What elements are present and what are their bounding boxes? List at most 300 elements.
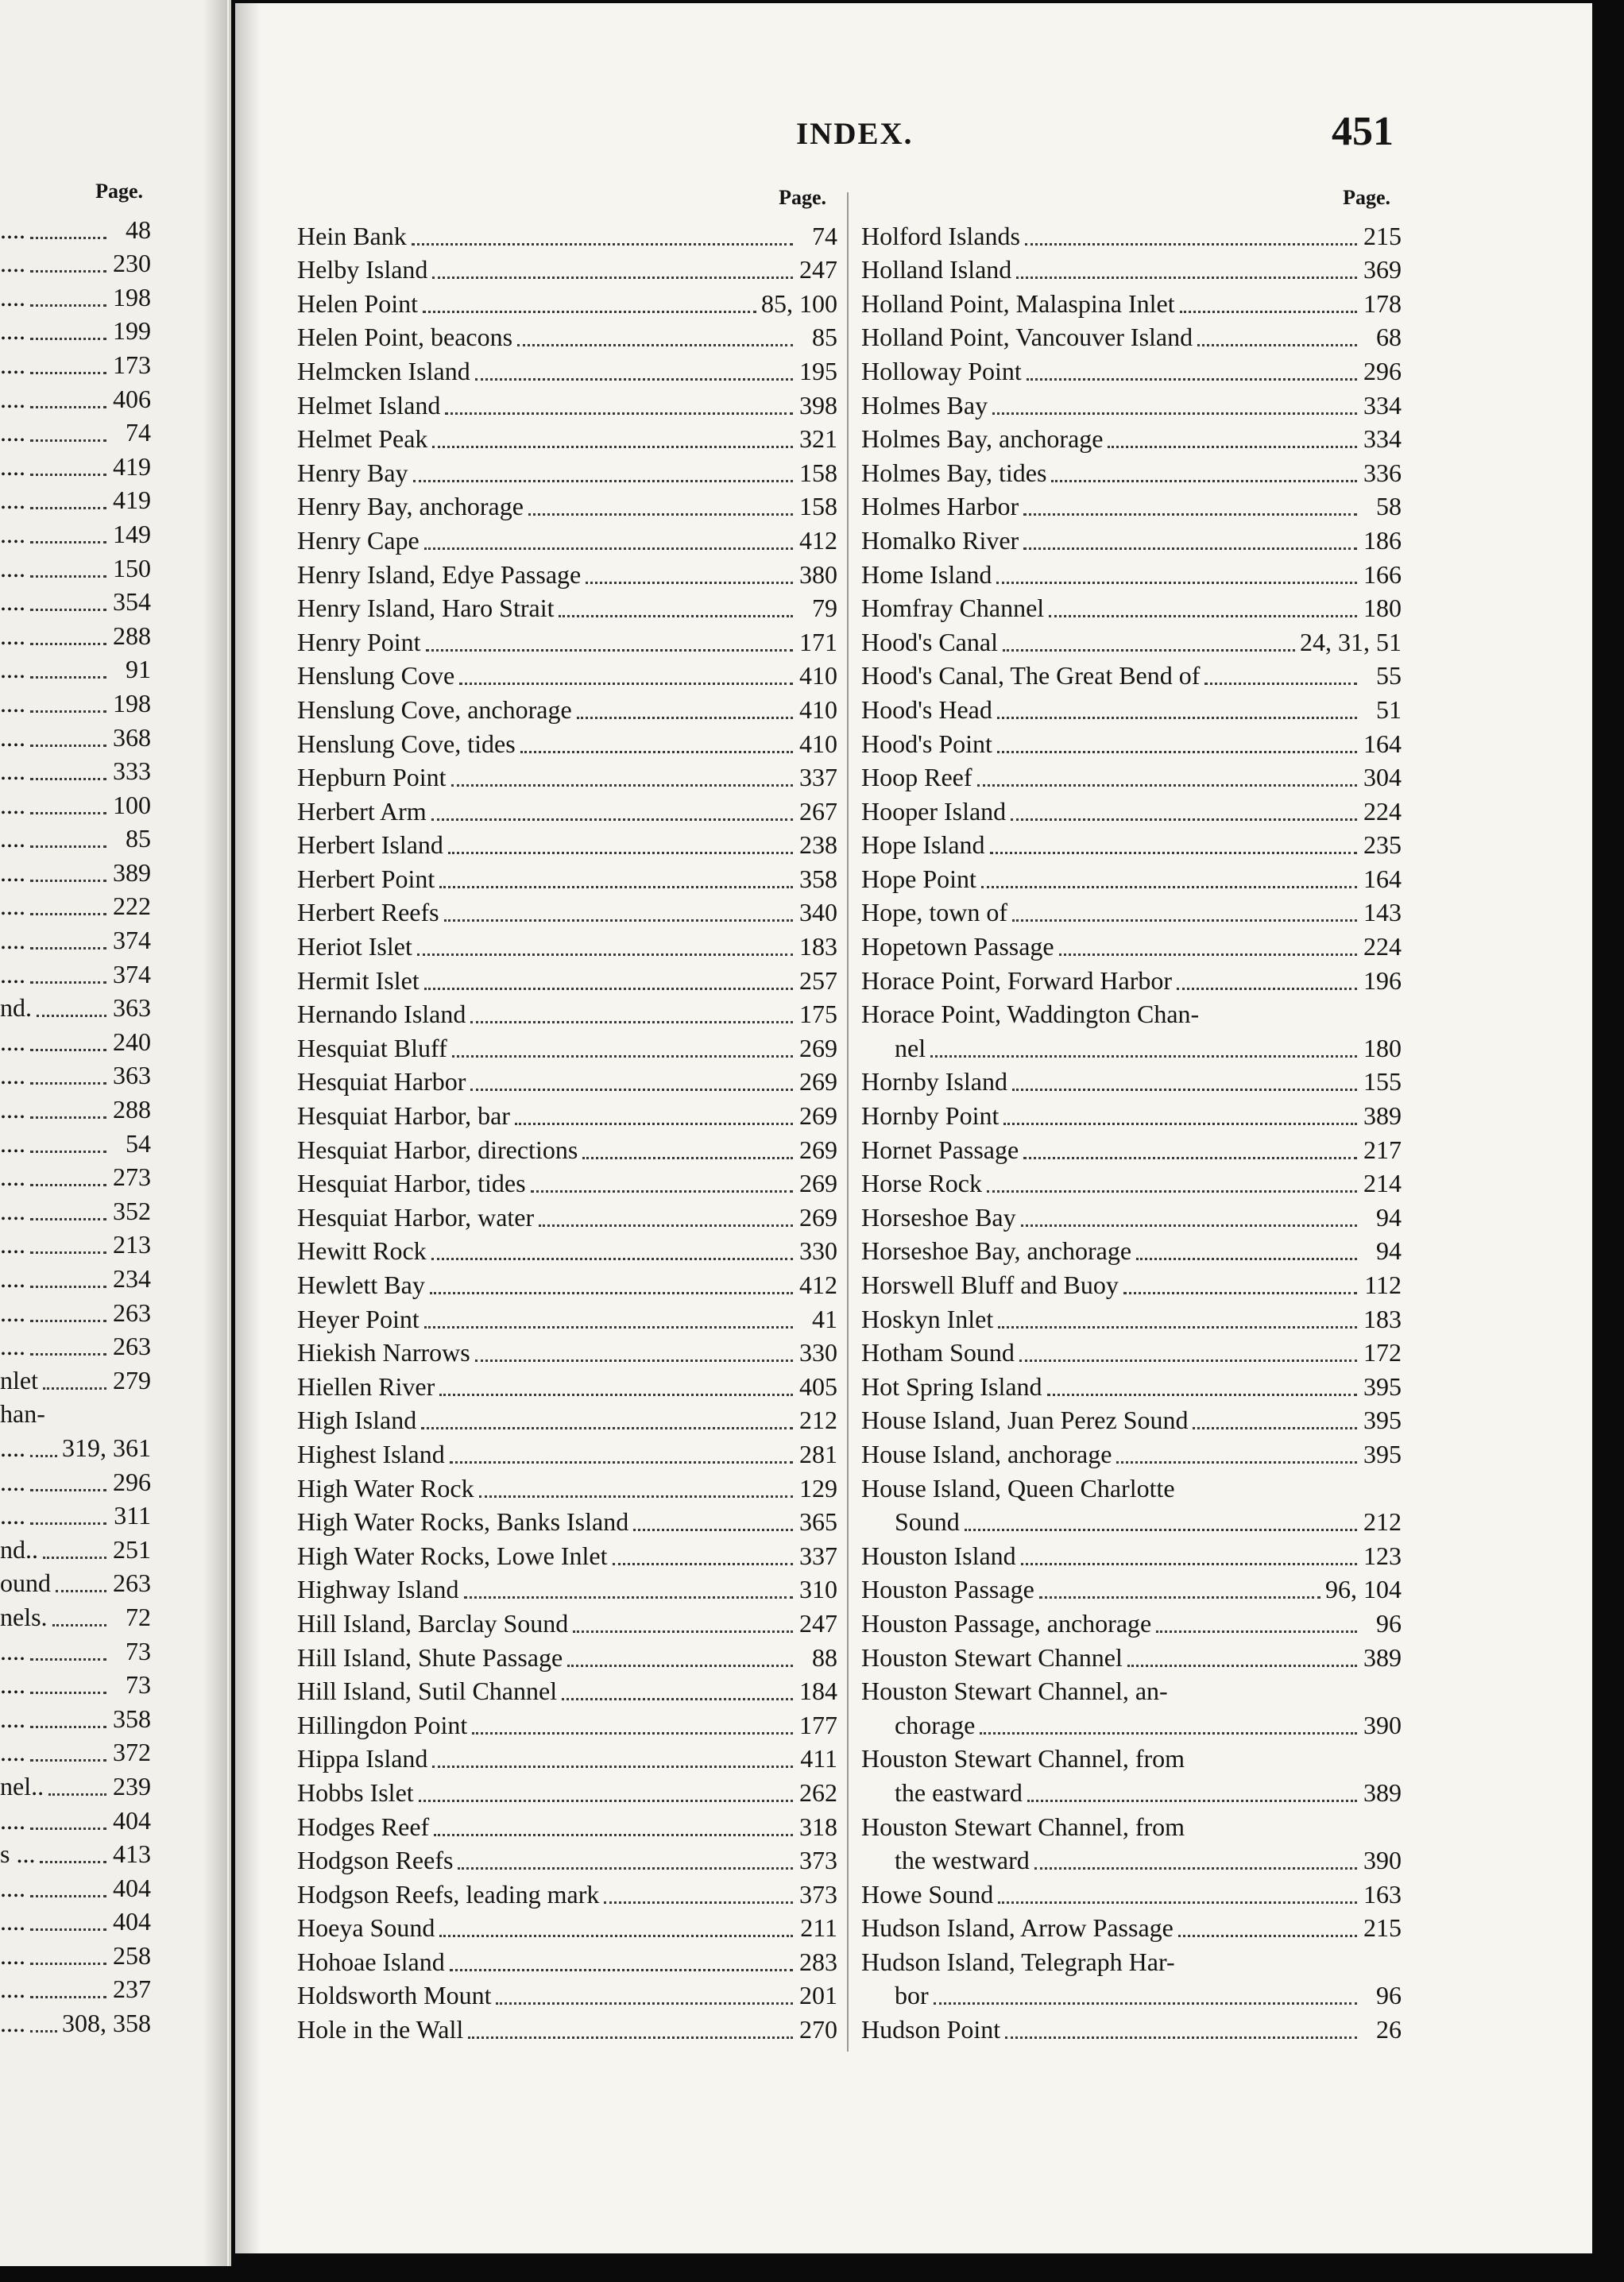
index-entry [297,1128,837,1162]
entry-page: 178 [1363,288,1402,318]
index-entry [861,1907,1402,1941]
dot-leader [1021,1563,1357,1565]
entry-page: 171 [799,627,837,656]
dot-leader [424,988,793,990]
entry-page: 73 [126,1670,151,1700]
entry-page: 412 [799,525,837,555]
entry-name: Holford Islands [861,221,1020,250]
entry-page: 222 [113,892,151,921]
dot-leader [562,1698,793,1700]
dot-leader [432,446,793,448]
entry-name: Henslung Cove [297,661,455,690]
dot-leader [517,344,793,346]
entry-name: Henry Bay [297,458,408,487]
index-entry [861,485,1402,520]
entry-name: .... [0,555,25,581]
entry-name: Henry Point [297,627,421,656]
entry-name: Hornet Passage [861,1135,1019,1164]
dot-leader [450,1461,793,1464]
index-entry [297,1027,837,1061]
entry-name: .... [0,1062,25,1089]
entry-name: Holland Island [861,255,1012,284]
entry-page: 41 [812,1304,837,1333]
index-entry [297,1061,837,1095]
index-entry [297,1704,837,1738]
entry-name: Holmes Bay, anchorage [861,424,1104,454]
dot-leader [432,277,793,279]
dot-leader [475,1360,793,1362]
entry-name: Hodges Reef [297,1812,430,1841]
entry-name: .... [0,893,25,919]
entry-name: Hornby Island [861,1067,1007,1097]
entry-page: 389 [1363,1101,1402,1131]
index-entry [0,1088,151,1122]
index-entry [0,818,151,852]
dot-leader [987,1190,1357,1193]
index-entry [297,1873,837,1907]
dot-leader [992,412,1357,415]
entry-page: 96, 104 [1325,1575,1402,1604]
dot-leader [1039,1596,1320,1599]
dot-leader [30,304,106,307]
dot-leader [1049,615,1357,617]
index-entry [0,1630,151,1664]
entry-name: Helmet Peak [297,424,428,454]
index-entry [297,2008,837,2042]
dot-leader [981,886,1357,888]
entry-page: 352 [113,1196,151,1225]
dot-leader [30,1658,106,1661]
dot-leader [1193,1427,1357,1429]
index-entry [297,384,837,418]
entry-page: 201 [799,1981,837,2010]
entry-name: .... [0,1266,25,1291]
entry-page: 199 [113,316,151,346]
entry-name: .... [0,1028,25,1054]
index-entry [0,1156,151,1190]
index-entry [297,1602,837,1636]
dot-leader [431,1258,793,1260]
entry-name: Hillingdon Point [297,1710,468,1739]
index-entry [297,722,837,756]
index-entry [861,1399,1402,1433]
entry-page: 85 [126,824,151,853]
index-entry [297,1805,837,1839]
entry-page: 288 [113,621,151,650]
entry-name: bor [895,1981,929,2010]
dot-leader [1136,1258,1357,1260]
entry-name: Sound [895,1507,960,1537]
index-entry [297,1771,837,1805]
index-entry [861,1128,1402,1162]
entry-name: Hoskyn Inlet [861,1304,994,1333]
entry-page: 269 [799,1169,837,1198]
dot-leader [990,852,1357,854]
index-entry [297,1399,837,1433]
entry-name: the eastward [895,1777,1023,1807]
running-title: INDEX. [796,117,914,151]
entry-name: Hippa Island [297,1744,428,1773]
entry-name: .... [0,1232,25,1258]
entry-name: Hohoae Island [297,1947,445,1976]
entry-name: .... [0,1874,25,1901]
entry-name: Henry Island, Edye Passage [297,559,582,589]
entry-name: .... [0,351,25,377]
index-entry [297,1568,837,1603]
entry-page: 389 [1363,1777,1402,1807]
entry-page: 308, 358 [62,2009,151,2038]
entry-page: 363 [113,1061,151,1090]
dot-leader [1156,1630,1357,1633]
entry-page: 237 [113,1975,151,2004]
entry-name: Houston Stewart Channel, from [861,1812,1185,1841]
dot-leader [30,880,106,882]
entry-name: Herbert Island [297,830,443,860]
entry-page: 149 [113,519,151,548]
entry-name: Helmcken Island [297,356,470,385]
entry-page: 340 [799,898,837,927]
dot-leader [458,1867,793,1870]
entry-page: 281 [799,1439,837,1468]
entry-page: 398 [799,390,837,420]
entry-name: Hodgson Reefs [297,1846,454,1875]
entry-page: 180 [1363,594,1402,623]
dot-leader [1025,243,1357,246]
index-entry [861,1196,1402,1230]
dot-leader [1016,277,1357,279]
entry-name: .... [0,758,25,784]
entry-page: 390 [1363,1846,1402,1875]
dot-leader [980,1732,1357,1735]
dot-leader [30,643,106,645]
index-entry [297,1467,837,1501]
entry-page: 405 [799,1371,837,1401]
entry-page: 369 [1363,255,1402,284]
entry-name: .... [0,859,25,885]
index-entry [297,350,837,384]
dot-leader [30,338,106,340]
entry-page: 85, 100 [761,288,837,318]
dot-leader [613,1563,793,1565]
entry-name: .... [0,656,25,683]
entry-name: House Island, anchorage [861,1439,1112,1468]
index-entry [861,282,1402,316]
entry-name: Hill Island, Shute Passage [297,1642,563,1672]
index-entry [861,1534,1402,1568]
index-entry [861,722,1402,756]
index-entry [861,1975,1402,2009]
entry-page: 51 [1376,694,1402,724]
dot-leader [468,2036,793,2039]
entry-page: 163 [1363,1879,1402,1909]
index-entry [297,1975,837,2009]
dot-leader [464,1596,793,1599]
index-entry [297,485,837,520]
entry-name: Houston Stewart Channel, an- [861,1677,1168,1706]
entry-page: 94 [1376,1236,1402,1266]
entry-name: Houston Stewart Channel, from [861,1744,1185,1773]
dot-leader [30,1251,106,1254]
entry-name: Holmes Harbor [861,492,1019,521]
entry-name: Hill Island, Barclay Sound [297,1608,569,1638]
dot-leader [56,1590,106,1592]
entry-name: Hill Island, Sutil Channel [297,1677,558,1706]
entry-name: Horseshoe Bay, anchorage [861,1236,1132,1266]
entry-page: 68 [1376,323,1402,352]
dot-leader [1011,818,1357,821]
entry-page: 358 [799,864,837,893]
entry-name: .... [0,420,25,446]
entry-name: .... [0,284,25,310]
entry-name: Heriot Islet [297,932,412,961]
dot-leader [577,717,793,719]
index-entry [861,1061,1402,1095]
entry-page: 184 [799,1677,837,1706]
index-entry [0,1426,151,1460]
index-entry [0,1866,151,1901]
column-heading: Page. [779,186,826,209]
index-entry [0,1020,151,1054]
index-entry [861,350,1402,384]
entry-page: 269 [799,1033,837,1062]
dot-leader [1177,988,1357,990]
entry-name: Hoeya Sound [297,1913,435,1943]
entry-page: 334 [1363,424,1402,454]
entry-page: 239 [113,1771,151,1800]
dot-leader [1051,480,1357,482]
entry-name: Holland Point, Vancouver Island [861,323,1193,352]
entry-page: 358 [113,1704,151,1733]
index-entry [861,1467,1402,1501]
entry-name: nd. [0,995,32,1021]
entry-name: Holmes Bay [861,390,988,420]
dot-leader [965,1529,1357,1531]
dot-leader [30,745,106,747]
entry-page: 79 [812,594,837,623]
entry-page: 211 [800,1913,837,1943]
index-entry [0,1393,151,1427]
index-entry [861,1873,1402,1907]
entry-name: Helen Point [297,288,418,318]
dot-leader [604,1901,793,1904]
index-entry [861,418,1402,452]
entry-name: Hewitt Rock [297,1236,427,1266]
entry-page: 158 [799,458,837,487]
entry-page: 389 [113,857,151,887]
entry-page: 195 [799,356,837,385]
index-entry [297,1298,837,1332]
index-entry [861,1568,1402,1603]
entry-name: s ... [0,1841,36,1867]
index-entry [297,688,837,722]
dot-leader [439,1935,793,1937]
entry-page: 410 [799,661,837,690]
dot-leader [539,1224,793,1227]
dot-leader [431,818,793,821]
entry-name: Hudson Point [861,2015,1001,2044]
entry-page: 251 [113,1534,151,1564]
entry-page: 257 [799,965,837,995]
entry-page: 173 [113,350,151,379]
entry-name: .... [0,1942,25,1968]
index-entry [297,655,837,689]
dot-leader [30,507,106,509]
entry-name: Heyer Point [297,1304,420,1333]
entry-page: 150 [113,553,151,582]
entry-name: .... [0,1503,25,1529]
entry-page: 380 [799,559,837,589]
index-entry [861,1670,1402,1704]
entry-page: 288 [113,1095,151,1124]
entry-page: 166 [1363,559,1402,589]
entry-page: 334 [1363,390,1402,420]
entry-page: 213 [113,1230,151,1259]
entry-page: 413 [113,1839,151,1869]
dot-leader [52,1624,106,1626]
index-entry [861,1298,1402,1332]
dot-leader [413,480,793,482]
dot-leader [30,541,106,543]
entry-name: Henslung Cove, anchorage [297,694,572,724]
column-heading: Page. [1343,186,1390,209]
index-entry [861,519,1402,553]
index-entry [0,242,151,277]
entry-name: .... [0,1333,25,1360]
dot-leader [1108,446,1357,448]
index-entry [297,1094,837,1131]
dot-leader [1023,547,1357,550]
index-entry [861,688,1402,722]
entry-name: Horseshoe Bay [861,1202,1016,1232]
entry-page: 96 [1376,1608,1402,1638]
entry-name: Hepburn Point [297,763,447,792]
index-entry [861,1027,1402,1061]
dot-leader [30,1116,106,1119]
index-entry [0,581,151,615]
index-entry [0,1799,151,1833]
dot-leader [1197,344,1357,346]
dot-leader [30,1726,106,1728]
entry-page: 395 [1363,1371,1402,1401]
entry-page: 373 [799,1846,837,1875]
entry-page: 24, 31, 51 [1300,627,1402,656]
entry-page: 258 [113,1940,151,1970]
entry-name: .... [0,1468,25,1495]
entry-name: Hood's Point [861,729,992,758]
entry-name: Hesquiat Harbor, tides [297,1169,526,1198]
column-heading: Page. [95,180,143,203]
index-entry [0,512,151,547]
dot-leader [417,953,793,956]
index-entry [0,987,151,1021]
entry-name: .... [0,453,25,479]
dot-leader [30,812,106,814]
entry-name: nel [895,1033,926,1062]
dot-leader [30,474,106,476]
entry-name: Holloway Point [861,356,1022,385]
entry-page: 365 [799,1507,837,1537]
dot-leader [43,1557,106,1559]
index-entry [297,1501,837,1535]
index-entry [0,1901,151,1935]
dot-leader [30,1184,106,1186]
index-entry [0,716,151,750]
entry-name: Hope, town of [861,898,1007,927]
entry-page: 96 [1376,1981,1402,2010]
index-entry [0,377,151,412]
entry-page: 319, 361 [62,1433,151,1462]
dot-leader [1123,1292,1357,1294]
index-entry [297,993,837,1027]
dot-leader [450,1969,793,1971]
dot-leader [582,1157,793,1159]
dot-leader [515,1123,793,1125]
entry-name: Hotham Sound [861,1338,1015,1367]
index-entry [0,919,151,953]
entry-page: 354 [113,587,151,617]
entry-name: Hiellen River [297,1371,435,1401]
dot-leader [633,1529,793,1531]
dot-leader [412,243,793,246]
entry-name: Hornby Point [861,1101,1000,1131]
index-entry [297,519,837,553]
index-entry [861,249,1402,283]
index-entry [0,1934,151,1968]
entry-page: 411 [800,1744,837,1773]
index-entry [0,750,151,784]
entry-page: 419 [113,485,151,515]
index-entry [861,1501,1402,1535]
entry-list [861,215,1402,2042]
entry-name: Horswell Bluff and Buoy [861,1271,1119,1299]
entry-name: Herbert Reefs [297,898,439,927]
dot-leader [423,311,756,313]
entry-page: 196 [1363,965,1402,995]
entry-name: Hobbs Islet [297,1777,414,1807]
entry-name: High Water Rock [297,1473,474,1503]
dot-leader [439,886,793,888]
entry-name: Hood's Canal [861,627,998,656]
index-entry [861,553,1402,587]
entry-name: Hood's Head [861,694,992,724]
index-entry [861,925,1402,959]
index-entry [861,655,1402,689]
entry-name: .... [0,318,25,344]
index-entry [861,1839,1402,1874]
entry-page: 177 [799,1710,837,1739]
entry-page: 155 [1363,1067,1402,1097]
dot-leader [997,751,1357,753]
index-entry [861,790,1402,824]
index-entry [861,384,1402,418]
dot-leader [451,784,793,787]
index-entry [297,1534,837,1568]
dot-leader [43,1387,106,1390]
entry-name: Hein Bank [297,221,407,250]
entry-page: 279 [113,1365,151,1394]
entry-page: 143 [1363,898,1402,927]
entry-name: Houston Island [861,1541,1016,1570]
dot-leader [448,852,793,854]
index-entry [297,1636,837,1670]
dot-leader [445,412,793,415]
entry-page: 183 [799,932,837,961]
dot-leader [528,513,793,516]
entry-page: 304 [1363,763,1402,792]
index-entry [297,418,837,452]
index-entry [0,1495,151,1529]
index-entry [0,2002,151,2036]
